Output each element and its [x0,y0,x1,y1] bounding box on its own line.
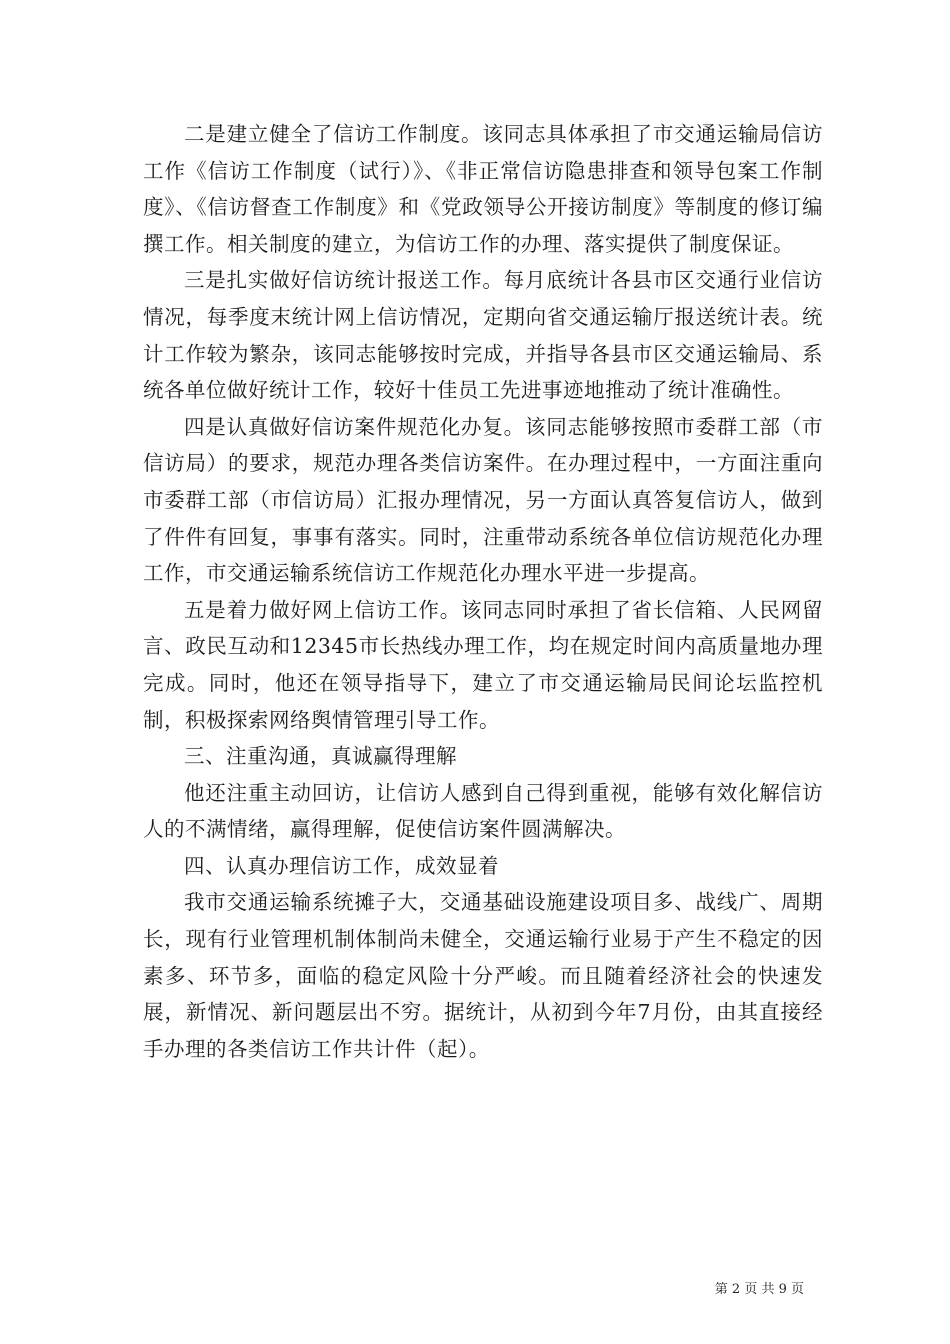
paragraph-item-3: 三是扎实做好信访统计报送工作。每月底统计各县市区交通行业信访情况，每季度末统计网上信访情况，定期向省交通运输厅报送统计表。统计工作较为繁杂，该同志能够按时完成，并指导各县市区交通运输局、系统各单位做好统计工作，较好十佳员工先进事迹地推动了统计准确性。 [143,268,823,403]
paragraph-follow-up: 他还注重主动回访，让信访人感到自己得到重视，能够有效化解信访人的不满情绪，赢得理解，促使信访案件圆满解决。 [143,780,823,842]
section-heading-communication: 三、注重沟通，真诚赢得理解 [184,744,457,769]
section-heading-results: 四、认真办理信访工作，成效显着 [184,853,499,878]
page-number-footer: 第 2 页 共 9 页 [714,1282,804,1297]
document-body [143,116,823,1067]
paragraph-item-2: 二是建立健全了信访工作制度。该同志具体承担了市交通运输局信访工作《信访工作制度（试行）》、《非正常信访隐患排查和领导包案工作制度》、《信访督查工作制度》和《党政领导公开接访制度》等制度的修订编撰工作。相关制度的建立，为信访工作的办理、落实提供了制度保证。 [143,122,823,256]
paragraph-statistics: 我市交通运输系统摊子大，交通基础设施建设项目多、战线广、周期长，现有行业管理机制体制尚未健全，交通运输行业易于产生不稳定的因素多、环节多，面临的稳定风险十分严峻。而且随着经济社会的快速发展，新情况、新问题层出不穷。据统计，从初到今年7月份，由其直接经手办理的各类信访工作共计件（起）。 [143,890,823,1061]
paragraph-item-4: 四是认真做好信访案件规范化办复。该同志能够按照市委群工部（市信访局）的要求，规范办理各类信访案件。在办理过程中，一方面注重向市委群工部（市信访局）汇报办理情况，另一方面认真答复信访人，做到了件件有回复，事事有落实。同时，注重带动系统各单位信访规范化办理工作，市交通运输系统信访工作规范化办理水平进一步提高。 [143,414,823,586]
paragraph-item-5: 五是着力做好网上信访工作。该同志同时承担了省长信箱、人民网留言、政民互动和12345市长热线办理工作，均在规定时间内高质量地办理完成。同时，他还在领导指导下，建立了市交通运输局民间论坛监控机制，积极探索网络舆情管理引导工作。 [143,597,823,732]
